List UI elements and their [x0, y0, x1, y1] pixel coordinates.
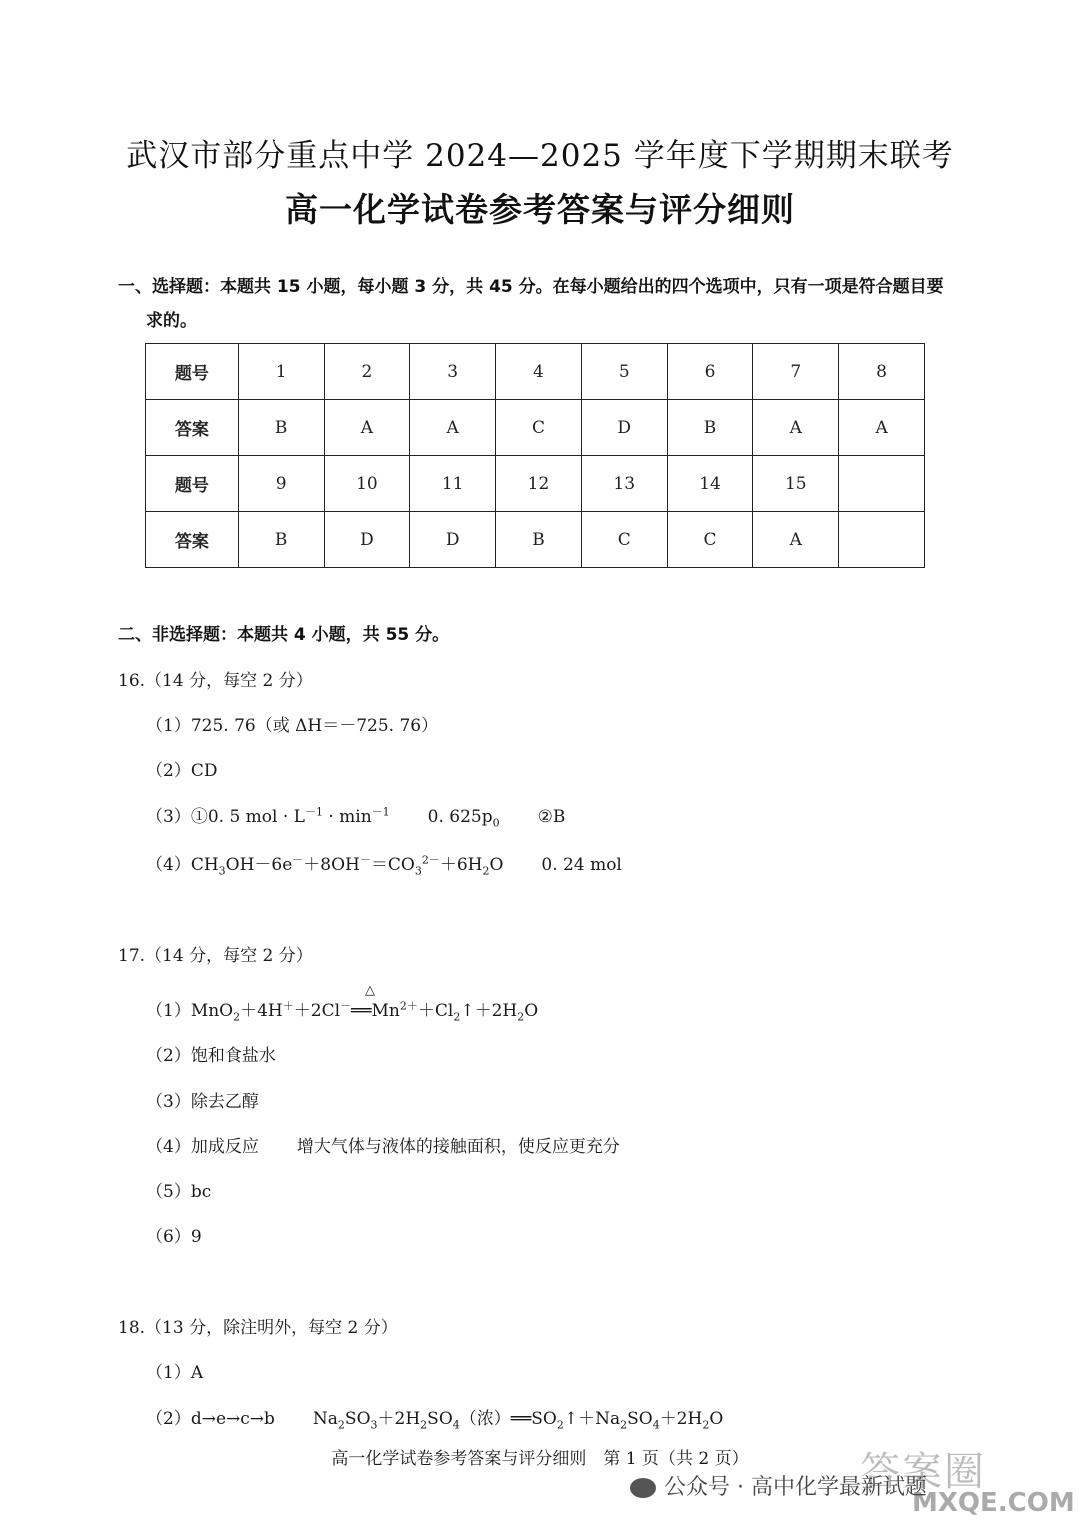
question-number: 5 [581, 344, 667, 400]
formula-part: Mn [371, 1001, 400, 1021]
q16-a3-pressure: 0. 625p [427, 807, 493, 827]
subscript: 0 [492, 816, 500, 830]
subscript: 3 [370, 1418, 378, 1432]
row-label-number: 题号 [146, 456, 239, 512]
question-number: 9 [238, 456, 324, 512]
subscript: 2 [453, 1010, 461, 1024]
q17-answer-5: （5）bc [146, 1182, 212, 1202]
superscript: － [292, 853, 304, 867]
q17-answer-6: （6）9 [146, 1227, 202, 1247]
section1-heading-cont: 求的。 [146, 311, 197, 331]
watermark [630, 1470, 927, 1501]
q17-answer-4 [146, 1132, 620, 1157]
section2-heading: 二、非选择题：本题共 4 小题，共 55 分。 [118, 625, 450, 645]
subscript: 2 [420, 1418, 428, 1432]
q16-a4-amount: 0. 24 mol [541, 855, 622, 875]
document-subtitle: 高一化学试卷参考答案与评分细则 [285, 190, 795, 229]
formula-part: （1）MnO [146, 1001, 234, 1021]
answer-cell: A [324, 400, 410, 456]
formula-part: O [709, 1409, 724, 1429]
q17-answer-2: （2）饱和食盐水 [146, 1046, 276, 1066]
formula-part: Na [312, 1409, 338, 1429]
row-label-number: 题号 [146, 344, 239, 400]
formula-part: （浓）══SO [459, 1409, 557, 1429]
answer-table [145, 343, 925, 568]
subscript: 2 [482, 864, 490, 878]
answer-cell: A [839, 400, 925, 456]
formula-part: ＋6H [439, 855, 483, 875]
formula-part: O [489, 855, 504, 875]
formula-part: ＋2H [659, 1409, 703, 1429]
q17-a4-reason: 增大气体与液体的接触面积，使反应更充分 [296, 1137, 620, 1157]
heat-icon: △ [365, 983, 376, 998]
q16-answer-1: （1）725. 76（或 ΔH＝－725. 76） [146, 716, 439, 736]
q17-title: 17.（14 分，每空 2 分） [118, 946, 313, 966]
q17-answer-1 [146, 983, 539, 1024]
answer-cell: D [581, 400, 667, 456]
heat-equals-sign [351, 983, 376, 1021]
watermark-logo: 答案圈 [860, 1449, 986, 1495]
watermark-site: MXQE.COM [912, 1488, 1075, 1518]
formula-part: ＋2Cl [293, 1001, 341, 1021]
subscript: 2 [517, 1010, 525, 1024]
question-number: 10 [324, 456, 410, 512]
q18-a2-order: （2）d→e→c→b [146, 1409, 275, 1429]
table-row [146, 344, 925, 400]
table-row [146, 512, 925, 568]
formula-part: ＋2H [377, 1409, 421, 1429]
answer-cell: A [410, 400, 496, 456]
superscript: －1 [304, 805, 323, 819]
q16-a3-text: （3）①0. 5 mol · L [146, 807, 305, 827]
answer-cell: A [753, 512, 839, 568]
wechat-icon [630, 1478, 656, 1498]
answer-cell: B [667, 400, 753, 456]
q18-answer-2 [146, 1404, 723, 1431]
answer-cell: C [667, 512, 753, 568]
table-row [146, 400, 925, 456]
superscript: － [359, 853, 371, 867]
q16-answer-3 [146, 802, 565, 829]
formula-part: ＋Cl [417, 1001, 454, 1021]
answer-cell: B [238, 400, 324, 456]
subscript: 2 [556, 1418, 564, 1432]
question-number: 8 [839, 344, 925, 400]
q16-a3-choice: ②B [537, 807, 566, 827]
answer-cell: D [410, 512, 496, 568]
formula-part: ↑＋2H [460, 1001, 518, 1021]
page-footer: 高一化学试卷参考答案与评分细则 第 1 页（共 2 页） [331, 1449, 749, 1469]
formula-part: SO [427, 1409, 453, 1429]
row-label-answer: 答案 [146, 400, 239, 456]
subscript: 4 [652, 1418, 660, 1432]
row-label-answer: 答案 [146, 512, 239, 568]
subscript: 2 [233, 1010, 241, 1024]
q16-title: 16.（14 分，每空 2 分） [118, 671, 313, 691]
q18-answer-1: （1）A [146, 1363, 204, 1383]
question-number: 12 [496, 456, 582, 512]
answer-cell: C [496, 400, 582, 456]
formula-part: SO [627, 1409, 653, 1429]
subscript: 3 [218, 864, 226, 878]
question-number: 7 [753, 344, 839, 400]
subscript: 3 [414, 864, 422, 878]
q17-a4-type: （4）加成反应 [146, 1137, 259, 1157]
answer-cell: C [581, 512, 667, 568]
question-number: 14 [667, 456, 753, 512]
section1-heading: 一、选择题：本题共 15 小题，每小题 3 分，共 45 分。在每小题给出的四个选项中，只有一项是符合题目要 [118, 277, 944, 297]
subscript: 2 [337, 1418, 345, 1432]
equals-sign: ══ [351, 1001, 372, 1021]
formula-part: OH－6e [225, 855, 293, 875]
table-row [146, 456, 925, 512]
superscript: 2－ [421, 853, 440, 867]
answer-cell: B [238, 512, 324, 568]
question-number: 11 [410, 456, 496, 512]
question-number: 6 [667, 344, 753, 400]
q16-a3-text: · min [322, 807, 372, 827]
answer-cell [839, 512, 925, 568]
superscript: ＋ [282, 999, 294, 1013]
answer-cell: D [324, 512, 410, 568]
formula-part: O [524, 1001, 539, 1021]
question-number: 15 [753, 456, 839, 512]
formula-part: ↑＋Na [563, 1409, 621, 1429]
formula-part: ＝CO [370, 855, 415, 875]
question-number: 4 [496, 344, 582, 400]
answer-cell: A [753, 400, 839, 456]
q16-answer-4 [146, 850, 622, 877]
formula-part: ＋8OH [303, 855, 360, 875]
formula-part: ＋4H [240, 1001, 283, 1021]
q17-answer-3: （3）除去乙醇 [146, 1092, 259, 1112]
question-number: 3 [410, 344, 496, 400]
subscript: 4 [452, 1418, 460, 1432]
superscript: －1 [371, 805, 390, 819]
formula-part: SO [344, 1409, 371, 1429]
question-number: 2 [324, 344, 410, 400]
q16-answer-2: （2）CD [146, 761, 218, 781]
superscript: 2＋ [399, 999, 418, 1013]
question-number: 13 [581, 456, 667, 512]
question-number: 1 [238, 344, 324, 400]
q18-title: 18.（13 分，除注明外，每空 2 分） [118, 1318, 398, 1338]
subscript: 2 [620, 1418, 628, 1432]
question-number [839, 456, 925, 512]
formula-part: （4）CH [146, 855, 219, 875]
subscript: 2 [702, 1418, 710, 1432]
superscript: － [340, 999, 352, 1013]
document-title: 武汉市部分重点中学 2024—2025 学年度下学期期末联考 [126, 138, 954, 174]
watermark-text: 公众号 · 高中化学最新试题 [664, 1475, 927, 1500]
answer-cell: B [496, 512, 582, 568]
